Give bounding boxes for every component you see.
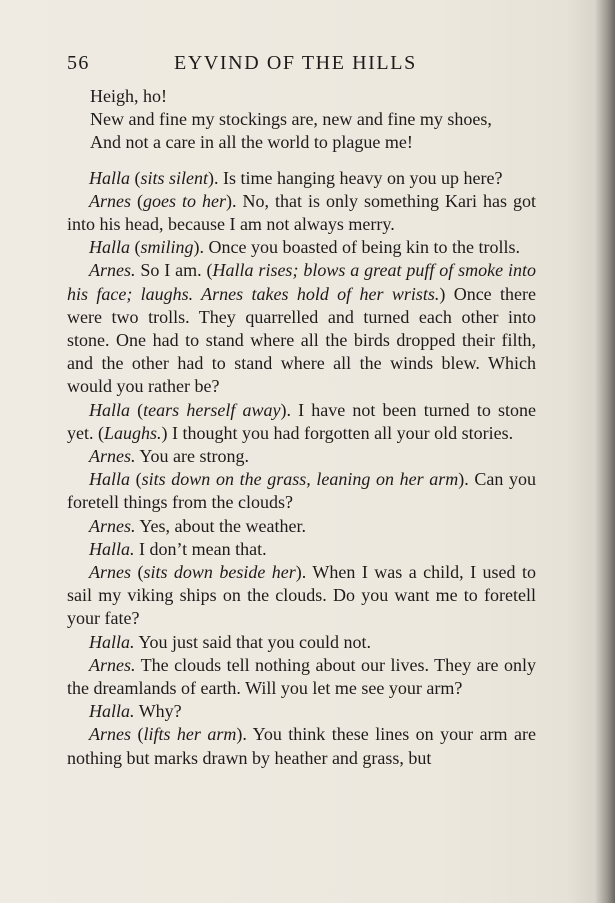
dialogue-paragraph	[67, 561, 536, 631]
italic-run: tears herself away	[143, 399, 281, 420]
dialogue-paragraph	[67, 468, 536, 514]
text-run: (	[130, 167, 141, 188]
dialogue-paragraph	[67, 515, 536, 538]
text-run: ). When I was a child, I used to sail my viking ships on the clouds. Do you want me to foretell your fate?	[67, 562, 536, 629]
italic-run: Arnes	[89, 724, 131, 745]
italic-run: Laughs.	[103, 422, 162, 443]
text-run: ). I have not been turned to stone yet. (	[67, 399, 536, 443]
text-run: (	[130, 399, 144, 420]
text-run: ). Can you foretell things from the clouds?	[67, 469, 537, 513]
italic-run: Halla	[89, 167, 131, 188]
dialogue-paragraph	[67, 236, 536, 259]
verse-line: New and fine my stockings are, new and fine my shoes,	[90, 109, 492, 130]
italic-run: Arnes.	[89, 260, 136, 281]
dialogue-paragraph	[67, 445, 536, 468]
text-run: (	[130, 469, 142, 490]
text-run: ) I thought you had forgotten all your old stories.	[161, 422, 514, 443]
verse-line: Heigh, ho!	[90, 86, 167, 106]
body-text	[67, 85, 536, 770]
text-run: ). Is time hanging heavy on you up here?	[208, 167, 503, 188]
italic-run: Halla	[89, 399, 131, 420]
italic-run: Arnes	[89, 562, 131, 583]
running-title: EYVIND OF THE HILLS	[174, 52, 417, 74]
italic-run: sits down beside her	[143, 562, 296, 583]
italic-run: Halla.	[89, 701, 135, 722]
text-run: ). Once you boasted of being kin to the trolls.	[193, 237, 520, 258]
italic-run: Arnes	[89, 190, 131, 211]
dialogue-paragraph	[67, 190, 536, 236]
text-run: ). You think these lines on your arm are nothing but marks drawn by heather and grass, but	[67, 724, 536, 768]
dialogue-paragraphs	[67, 167, 536, 770]
italic-run: Halla.	[89, 631, 135, 652]
italic-run: Arnes.	[89, 446, 136, 467]
text-run: I don’t mean that.	[134, 538, 267, 559]
text-run: So I am. (	[135, 260, 213, 281]
text-run: Yes, about the weather.	[135, 515, 306, 536]
italic-run: sits silent	[140, 167, 209, 188]
dialogue-paragraph	[67, 700, 536, 723]
dialogue-paragraph	[67, 631, 536, 654]
page-edge-shadow	[595, 0, 615, 903]
text-run: (	[131, 562, 144, 583]
dialogue-paragraph	[67, 654, 536, 700]
text-run: Why?	[134, 701, 182, 722]
text-run: The clouds tell nothing about our lives. They are only the dreamlands of earth. Will you let me see your arm?	[67, 654, 536, 699]
italic-run: Halla	[89, 237, 131, 258]
italic-run: Halla	[89, 469, 131, 490]
song-verse	[90, 85, 536, 155]
page-number: 56	[67, 52, 90, 74]
dialogue-paragraph	[67, 259, 536, 398]
dialogue-paragraph	[67, 723, 536, 769]
italic-run: lifts her arm	[143, 724, 237, 745]
italic-run: smiling	[140, 237, 194, 258]
dialogue-paragraph	[67, 167, 536, 190]
dialogue-paragraph	[67, 538, 536, 561]
italic-run: Arnes.	[89, 654, 136, 675]
text-run: You are strong.	[135, 446, 250, 467]
text-run: ) Once there were two trolls. They quarrelled and turned each other into stone. One had to stand where all the birds dropped their filth, and the other had to stand where all the winds blew. Which would you rather be?	[67, 283, 536, 397]
italic-run: Arnes.	[89, 515, 136, 536]
dialogue-paragraph	[67, 399, 536, 445]
italic-run: goes to her	[143, 190, 226, 211]
text-run: (	[131, 724, 144, 745]
page-header	[67, 52, 537, 82]
italic-run: Halla.	[89, 538, 135, 559]
text-run: ). No, that is only something Kari has got into his head, because I am not always merry.	[67, 190, 536, 235]
text-run: You just said that you could not.	[134, 631, 372, 652]
italic-run: Halla rises; blows a great puff of smoke into his face; laughs. Arnes takes hold of her wrists.	[67, 260, 536, 304]
text-run: (	[131, 190, 143, 211]
verse-line: And not a care in all the world to plague me!	[90, 132, 413, 153]
text-run: (	[130, 237, 141, 258]
italic-run: sits down on the grass, leaning on her arm	[141, 469, 459, 490]
